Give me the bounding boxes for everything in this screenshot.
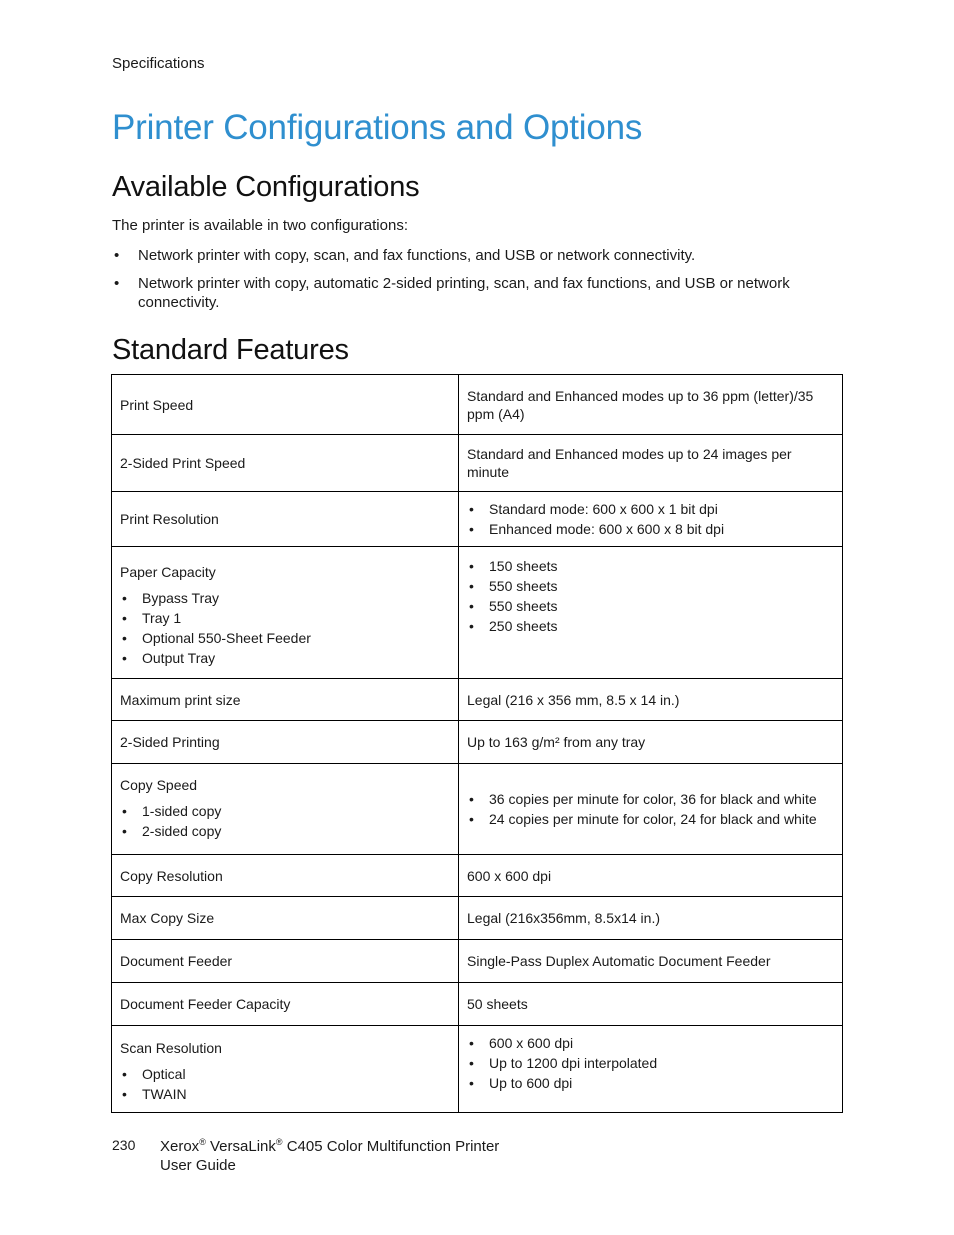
list-item: • 24 copies per minute for color, 24 for black and white xyxy=(467,810,834,828)
feature-value: Standard and Enhanced modes up to 36 ppm (letter)/35 ppm (A4) xyxy=(459,375,843,435)
feature-label: Print Resolution xyxy=(112,492,459,547)
feature-label: Copy Resolution xyxy=(112,855,459,897)
list-item: • Up to 1200 dpi interpolated xyxy=(467,1054,834,1072)
table-row xyxy=(112,435,843,492)
feature-label: Document Feeder xyxy=(112,940,459,983)
feature-label: Document Feeder Capacity xyxy=(112,983,459,1026)
feature-label xyxy=(112,547,459,679)
list-item: • 550 sheets xyxy=(467,577,834,595)
feature-value xyxy=(459,764,843,855)
table-row xyxy=(112,855,843,897)
feature-label: Max Copy Size xyxy=(112,897,459,940)
feature-value: Legal (216x356mm, 8.5x14 in.) xyxy=(459,897,843,940)
table-row xyxy=(112,764,843,855)
standard-features-table xyxy=(111,374,843,1113)
feature-label: Print Speed xyxy=(112,375,459,435)
feature-label-title: Scan Resolution xyxy=(120,1040,222,1056)
value-list xyxy=(467,1034,834,1092)
feature-value xyxy=(459,1026,843,1113)
list-item: • Up to 600 dpi xyxy=(467,1074,834,1092)
section-heading-configurations: Available Configurations xyxy=(112,171,420,203)
footer-guide: User Guide xyxy=(160,1157,236,1174)
table-row xyxy=(112,492,843,547)
registered-mark: ® xyxy=(199,1137,206,1147)
table-row xyxy=(112,897,843,940)
feature-label xyxy=(112,764,459,855)
feature-label xyxy=(112,1026,459,1113)
section-heading-standard-features: Standard Features xyxy=(112,334,349,366)
feature-value: Single-Pass Duplex Automatic Document Feeder xyxy=(459,940,843,983)
list-item: • Optical xyxy=(120,1065,450,1083)
feature-value: Up to 163 g/m² from any tray xyxy=(459,721,843,764)
list-item: • 600 x 600 dpi xyxy=(467,1034,834,1052)
registered-mark: ® xyxy=(275,1137,283,1147)
list-item: • Optional 550-Sheet Feeder xyxy=(120,629,450,647)
list-item: • Tray 1 xyxy=(120,609,450,627)
feature-value: 600 x 600 dpi xyxy=(459,855,843,897)
footer-model: C405 Color Multifunction Printer xyxy=(286,1138,500,1155)
page-number: 230 xyxy=(112,1137,136,1153)
footer-brand: Xerox xyxy=(160,1138,200,1155)
running-head: Specifications xyxy=(112,55,205,72)
list-item: • 1-sided copy xyxy=(120,802,450,820)
list-item: • 550 sheets xyxy=(467,597,834,615)
table-row xyxy=(112,983,843,1026)
feature-value: 50 sheets xyxy=(459,983,843,1026)
list-item: • Bypass Tray xyxy=(120,589,450,607)
list-item: • 150 sheets xyxy=(467,557,834,575)
label-list xyxy=(120,802,450,840)
feature-value xyxy=(459,492,843,547)
value-list xyxy=(467,557,834,635)
feature-value: Standard and Enhanced modes up to 24 images per minute xyxy=(459,435,843,492)
feature-label-title: Copy Speed xyxy=(120,777,198,793)
list-item: • Standard mode: 600 x 600 x 1 bit dpi xyxy=(467,500,834,518)
label-list xyxy=(120,1065,450,1103)
value-list xyxy=(467,500,834,538)
list-item: • 2-sided copy xyxy=(120,822,450,840)
feature-label: 2-Sided Print Speed xyxy=(112,435,459,492)
value-list xyxy=(467,790,834,828)
feature-value: Legal (216 x 356 mm, 8.5 x 14 in.) xyxy=(459,679,843,721)
table-row xyxy=(112,940,843,983)
table-row xyxy=(112,679,843,721)
label-list xyxy=(120,589,450,667)
configuration-item: • Network printer with copy, scan, and fax functions, and USB or network connectivity. xyxy=(112,246,812,265)
list-item: • Output Tray xyxy=(120,649,450,667)
table-row xyxy=(112,547,843,679)
list-item: • 36 copies per minute for color, 36 for black and white xyxy=(467,790,834,808)
footer-product-title xyxy=(160,1137,499,1175)
feature-label-title: Paper Capacity xyxy=(120,563,216,580)
feature-value xyxy=(459,547,843,679)
table-row xyxy=(112,1026,843,1113)
configuration-item: • Network printer with copy, automatic 2-sided printing, scan, and fax functions, and USB or network connectivity. xyxy=(112,274,812,312)
feature-label: 2-Sided Printing xyxy=(112,721,459,764)
list-item: • Enhanced mode: 600 x 600 x 8 bit dpi xyxy=(467,520,834,538)
table-row xyxy=(112,375,843,435)
configurations-intro: The printer is available in two configurations: xyxy=(112,217,408,234)
page-title: Printer Configurations and Options xyxy=(112,108,643,147)
configurations-list xyxy=(112,246,812,321)
list-item: • TWAIN xyxy=(120,1085,450,1103)
feature-label: Maximum print size xyxy=(112,679,459,721)
footer-product: VersaLink xyxy=(210,1138,276,1155)
list-item: • 250 sheets xyxy=(467,617,834,635)
table-row xyxy=(112,721,843,764)
